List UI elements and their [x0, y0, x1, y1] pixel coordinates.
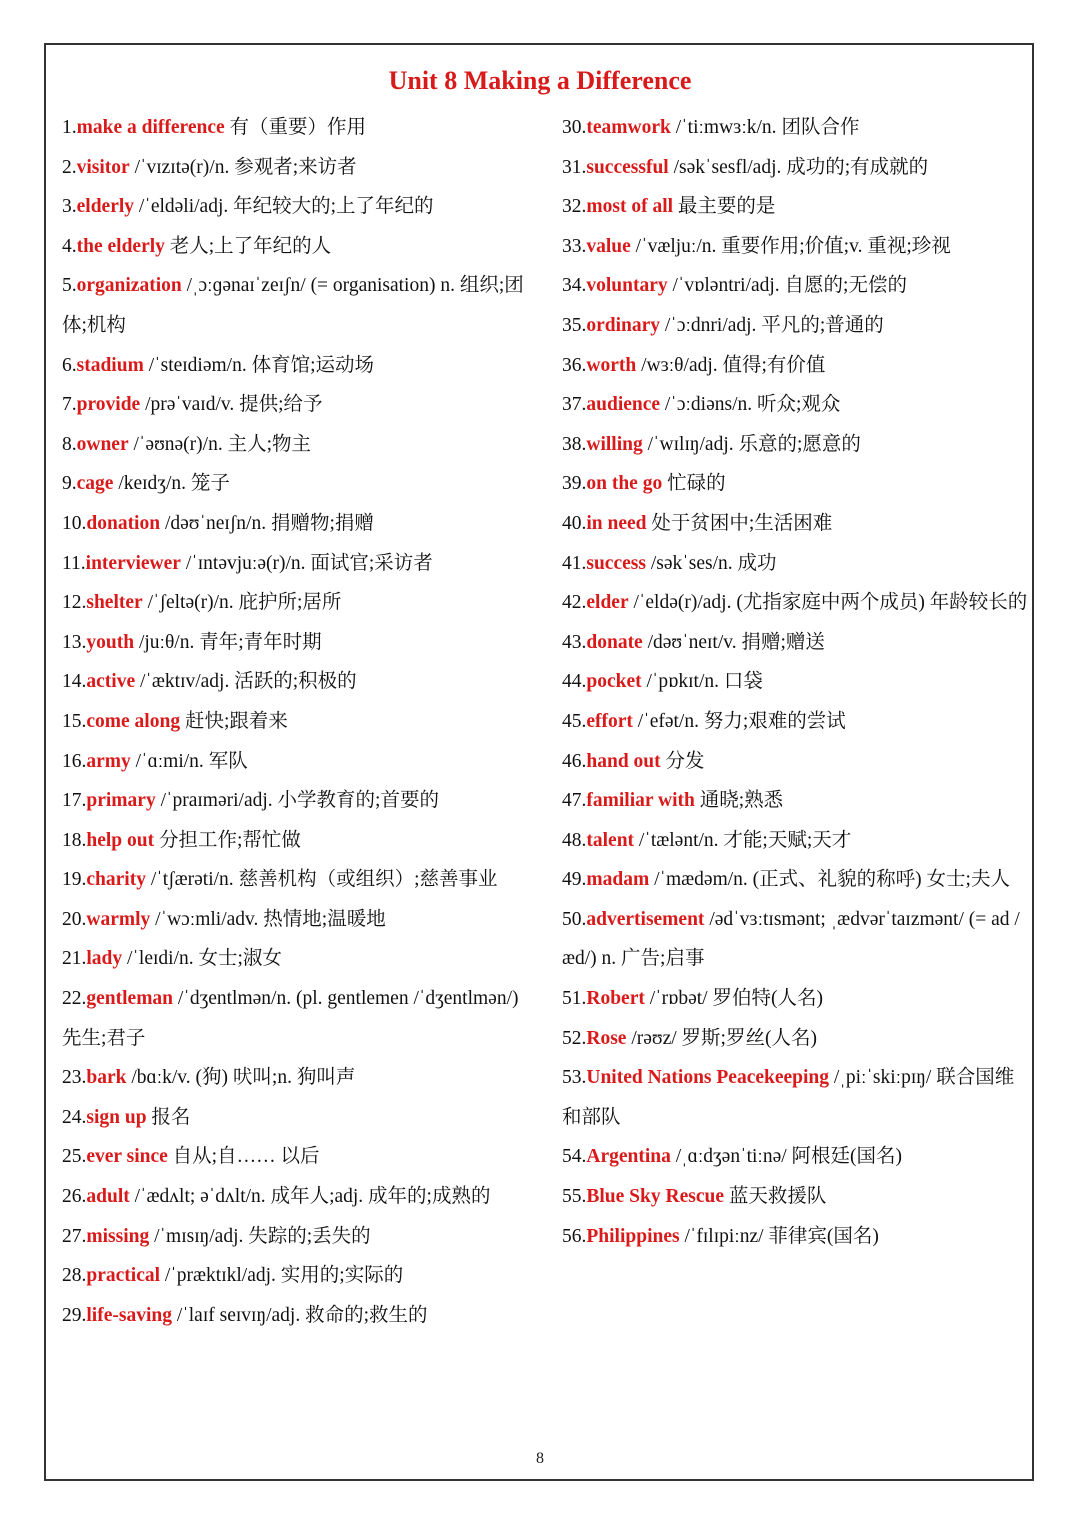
entry-pronunciation: /ˈmɪsɪŋ/adj.	[149, 1225, 249, 1247]
entry-word: owner	[76, 433, 129, 455]
entry-meaning: 面试官;采访者	[310, 552, 433, 574]
right-column	[562, 108, 1032, 1256]
vocab-entry	[562, 702, 1032, 742]
entry-number: 29.	[62, 1304, 87, 1326]
entry-word: most of all	[586, 196, 674, 218]
entry-number: 55.	[562, 1186, 587, 1208]
entry-meaning: 菲律宾(国名)	[768, 1225, 879, 1247]
entry-number: 12.	[62, 592, 87, 614]
entry-pronunciation: /ˌɔːɡənaɪˈzeɪʃn/ (= organisation) n.	[181, 275, 460, 297]
entry-word: ever since	[86, 1146, 168, 1168]
entry-word: active	[86, 671, 136, 693]
vocab-entry	[62, 1058, 527, 1098]
entry-meaning: 组织;团体;机构	[62, 275, 524, 336]
entry-word: make a difference	[76, 117, 225, 138]
entry-meaning: 才能;天赋;天才	[723, 829, 852, 851]
entry-meaning: 值得;有价值	[722, 354, 826, 376]
entry-pronunciation: /ˈeldəli/adj.	[134, 196, 234, 218]
entry-meaning: 成功	[737, 552, 777, 574]
entry-word: advertisement	[586, 908, 705, 930]
entry-number: 33.	[562, 235, 587, 257]
entry-meaning: 通晓;熟悉	[699, 790, 784, 812]
entry-meaning: 庇护所;居所	[238, 592, 342, 614]
entry-meaning: 重要作用;价值;v. 重视;珍视	[721, 235, 951, 257]
vocab-entry	[562, 781, 1032, 821]
vocab-entry	[562, 504, 1032, 544]
vocab-entry	[62, 425, 527, 465]
entry-pronunciation: /prəˈvaɪd/v.	[140, 394, 240, 416]
entry-word: familiar with	[586, 790, 695, 812]
entry-word: life-saving	[86, 1304, 172, 1326]
entry-meaning: 老人;上了年纪的人	[169, 235, 332, 257]
entry-pronunciation: /wɜːθ/adj.	[636, 354, 723, 376]
entry-number: 50.	[562, 908, 587, 930]
entry-word: interviewer	[85, 552, 181, 574]
entry-pronunciation: /ˈrɒbət/	[644, 988, 713, 1010]
entry-meaning: 分担工作;帮忙做	[158, 829, 301, 851]
vocab-entry	[62, 544, 527, 584]
entry-number: 8.	[62, 433, 77, 455]
vocab-entry	[562, 1019, 1032, 1059]
vocab-entry	[62, 227, 527, 267]
entry-word: effort	[586, 710, 633, 732]
entry-pronunciation: /ˈeldə(r)/adj.	[628, 592, 737, 614]
entry-pronunciation: /səkˈsesfl/adj.	[668, 156, 787, 178]
vocab-entry	[62, 1137, 527, 1177]
entry-number: 32.	[562, 196, 587, 218]
entry-number: 44.	[562, 671, 587, 693]
entry-number: 30.	[562, 117, 587, 138]
entry-meaning: 提供;给予	[239, 394, 323, 416]
vocab-entry	[62, 1217, 527, 1257]
entry-word: madam	[586, 869, 650, 891]
entry-number: 4.	[62, 235, 77, 257]
entry-meaning: 忙碌的	[667, 473, 726, 495]
entry-pronunciation: /ˈəʊnə(r)/n.	[128, 433, 228, 455]
vocab-entry	[562, 1177, 1032, 1217]
entry-word: Robert	[586, 988, 645, 1010]
entry-meaning: (正式、礼貌的称呼) 女士;夫人	[752, 869, 1010, 891]
vocab-entry	[562, 346, 1032, 386]
vocab-entry	[562, 544, 1032, 584]
entry-number: 38.	[562, 433, 587, 455]
vocab-entry	[62, 939, 527, 979]
entry-number: 41.	[562, 552, 587, 574]
entry-number: 13.	[62, 631, 87, 653]
entry-meaning: 自愿的;无偿的	[784, 275, 907, 297]
entry-word: army	[86, 750, 131, 772]
entry-word: donation	[86, 512, 161, 534]
entry-meaning: 平凡的;普通的	[761, 314, 884, 336]
entry-meaning: 联合国维和部队	[562, 1067, 1015, 1128]
vocab-entry	[62, 781, 527, 821]
entry-word: willing	[586, 433, 643, 455]
entry-meaning: 口袋	[723, 671, 763, 693]
entry-number: 17.	[62, 790, 87, 812]
entry-pronunciation: /ˈwɪlɪŋ/adj.	[642, 433, 739, 455]
left-column	[62, 108, 527, 1335]
entry-meaning: 年纪较大的;上了年纪的	[233, 196, 434, 218]
entry-number: 28.	[62, 1265, 87, 1287]
entry-word: sign up	[86, 1106, 147, 1128]
entry-number: 31.	[562, 156, 587, 178]
vocab-entry	[562, 148, 1032, 188]
entry-word: elder	[586, 592, 629, 614]
vocab-entry	[562, 425, 1032, 465]
vocab-entry	[562, 108, 1032, 148]
entry-number: 37.	[562, 394, 587, 416]
entry-word: audience	[586, 394, 661, 416]
entry-word: on the go	[586, 473, 663, 495]
entry-pronunciation: /rəʊz/	[626, 1027, 682, 1049]
entry-word: shelter	[86, 592, 143, 614]
entry-meaning: 蓝天救援队	[728, 1186, 827, 1208]
entry-meaning: 小学教育的;首要的	[277, 790, 439, 812]
entry-pronunciation: /ˈvɒləntri/adj.	[667, 275, 785, 297]
entry-meaning: 阿根廷(国名)	[791, 1146, 903, 1168]
entry-pronunciation: /ˈwɔːmli/adv.	[150, 908, 264, 930]
entry-meaning: 广告;启事	[621, 948, 705, 970]
entry-word: bark	[86, 1067, 127, 1089]
entry-meaning: 成功的;有成就的	[786, 156, 929, 178]
entry-pronunciation: /ˈefət/n.	[632, 710, 704, 732]
vocab-entry	[562, 821, 1032, 861]
vocab-entry	[62, 1098, 527, 1138]
entry-number: 22.	[62, 988, 87, 1010]
entry-pronunciation: /ˈʃeltə(r)/n.	[142, 592, 239, 614]
entry-number: 3.	[62, 196, 77, 218]
entry-word: voluntary	[586, 275, 668, 297]
entry-pronunciation: /ˈpræktɪkl/adj.	[160, 1265, 281, 1287]
entry-number: 51.	[562, 988, 587, 1010]
entry-meaning: 听众;观众	[757, 394, 841, 416]
entry-pronunciation: /ˈtʃærəti/n.	[145, 869, 239, 891]
entry-word: stadium	[76, 354, 144, 376]
entry-meaning: 活跃的;积极的	[234, 671, 357, 693]
entry-number: 14.	[62, 671, 87, 693]
entry-word: organization	[76, 275, 182, 297]
entry-word: come along	[86, 710, 181, 732]
entry-meaning: 捐赠物;捐赠	[270, 512, 374, 534]
entry-word: ordinary	[586, 314, 661, 336]
entry-meaning: 报名	[151, 1106, 191, 1128]
entry-number: 16.	[62, 750, 87, 772]
entry-meaning: 参观者;来访者	[234, 156, 357, 178]
entry-word: elderly	[76, 196, 135, 218]
entry-meaning: 最主要的是	[677, 196, 776, 218]
entry-pronunciation: /ˈɑːmi/n.	[130, 750, 209, 772]
vocab-entry	[62, 1256, 527, 1296]
entry-meaning: 努力;艰难的尝试	[703, 710, 846, 732]
vocab-entry	[62, 742, 527, 782]
vocab-entry	[62, 583, 527, 623]
entry-meaning: 赶快;跟着来	[184, 710, 288, 732]
entry-word: successful	[586, 156, 669, 178]
entry-meaning: 救命的;救生的	[305, 1304, 428, 1326]
entry-word: teamwork	[586, 117, 671, 138]
entry-number: 53.	[562, 1067, 587, 1089]
entry-meaning: 捐赠;赠送	[741, 631, 825, 653]
entry-meaning: 女士;淑女	[198, 948, 282, 970]
entry-pronunciation: /juːθ/n.	[134, 631, 200, 653]
entry-word: warmly	[86, 908, 151, 930]
page-title: Unit 8 Making a Difference	[388, 66, 692, 95]
vocab-entry	[62, 266, 527, 345]
vocab-entry	[562, 1137, 1032, 1177]
entry-number: 1.	[62, 117, 77, 138]
entry-word: United Nations Peacekeeping	[586, 1067, 830, 1089]
entry-word: talent	[586, 829, 635, 851]
entry-number: 36.	[562, 354, 587, 376]
entry-number: 21.	[62, 948, 87, 970]
vocab-entry	[62, 148, 527, 188]
vocab-entry	[62, 821, 527, 861]
entry-word: Argentina	[586, 1146, 671, 1168]
entry-word: pocket	[586, 671, 642, 693]
entry-word: lady	[86, 948, 123, 970]
entry-meaning: (尤指家庭中两个成员) 年龄较长的	[736, 592, 1028, 614]
entry-meaning: 青年;青年时期	[199, 631, 322, 653]
entry-meaning: 有（重要）作用	[229, 117, 367, 138]
entry-meaning: 实用的;实际的	[280, 1265, 404, 1287]
entry-number: 6.	[62, 354, 77, 376]
entry-number: 15.	[62, 710, 87, 732]
entry-number: 20.	[62, 908, 87, 930]
entry-number: 34.	[562, 275, 587, 297]
entry-word: worth	[586, 354, 637, 376]
entry-meaning: 罗伯特(人名)	[712, 988, 823, 1010]
vocab-entry	[62, 979, 527, 1058]
entry-number: 11.	[62, 552, 86, 574]
entry-word: youth	[86, 631, 135, 653]
entry-word: Blue Sky Rescue	[586, 1186, 724, 1208]
entry-number: 52.	[562, 1027, 587, 1049]
vocab-entry	[562, 742, 1032, 782]
entry-word: adult	[86, 1186, 130, 1208]
entry-pronunciation: /dəʊˈneɪt/v.	[642, 631, 742, 653]
entry-number: 24.	[62, 1106, 87, 1128]
entry-number: 56.	[562, 1225, 587, 1247]
entry-pronunciation: /ˈædʌlt; əˈdʌlt/n.	[129, 1186, 271, 1208]
vocab-entry	[562, 385, 1032, 425]
vocab-entry	[562, 583, 1032, 623]
entry-number: 49.	[562, 869, 587, 891]
entry-number: 27.	[62, 1225, 87, 1247]
entry-number: 54.	[562, 1146, 587, 1168]
entry-pronunciation: /bɑːk/v. (狗)	[126, 1067, 233, 1089]
vocab-entry	[562, 979, 1032, 1019]
entry-pronunciation: /ˈpɒkɪt/n.	[641, 671, 724, 693]
entry-meaning: 军队	[208, 750, 248, 772]
vocab-entry	[62, 1296, 527, 1336]
entry-pronunciation: /ˈtælənt/n.	[634, 829, 724, 851]
entry-pronunciation: /səkˈses/n.	[645, 552, 738, 574]
entry-meaning: 罗斯;罗丝(人名)	[681, 1027, 817, 1049]
entry-meaning: 分发	[665, 750, 705, 772]
entry-word: missing	[86, 1225, 150, 1247]
vocab-entry	[562, 623, 1032, 663]
vocab-entry	[562, 266, 1032, 306]
entry-pronunciation: /ˌɑːdʒənˈtiːnə/	[670, 1146, 792, 1168]
entry-meaning: 吠叫;n. 狗叫声	[232, 1067, 356, 1089]
entry-number: 45.	[562, 710, 587, 732]
vocab-entry	[62, 108, 527, 148]
page-number: 8	[536, 1450, 544, 1467]
entry-pronunciation: /ˈleɪdi/n.	[122, 948, 199, 970]
entry-pronunciation: /ˈæktɪv/adj.	[135, 671, 235, 693]
vocab-entry	[62, 385, 527, 425]
entry-pronunciation: /ˈfɪlɪpiːnz/	[679, 1225, 769, 1247]
entry-number: 23.	[62, 1067, 87, 1089]
entry-number: 39.	[562, 473, 587, 495]
entry-word: cage	[76, 473, 114, 495]
vocab-entry	[62, 662, 527, 702]
entry-pronunciation: /ˈpraɪməri/adj.	[155, 790, 278, 812]
entry-number: 43.	[562, 631, 587, 653]
entry-word: success	[586, 552, 646, 574]
entry-pronunciation: /ˈvæljuː/n.	[630, 235, 722, 257]
entry-meaning: 先生;君子	[62, 1027, 146, 1049]
entry-meaning: 笼子	[190, 473, 230, 495]
entry-meaning: 主人;物主	[227, 433, 311, 455]
entry-word: value	[586, 235, 631, 257]
entry-number: 48.	[562, 829, 587, 851]
entry-pronunciation: /dəʊˈneɪʃn/n.	[160, 512, 271, 534]
vocab-entry	[562, 464, 1032, 504]
vocab-entry	[562, 1058, 1032, 1137]
entry-meaning: 处于贫困中;生活困难	[651, 512, 833, 534]
entry-pronunciation: /ˈmædəm/n.	[649, 869, 753, 891]
vocab-entry	[562, 662, 1032, 702]
entry-number: 9.	[62, 473, 77, 495]
entry-number: 2.	[62, 156, 77, 178]
entry-word: practical	[86, 1265, 161, 1287]
vocab-entry	[562, 227, 1032, 267]
vocab-entry	[562, 187, 1032, 227]
entry-meaning: 乐意的;愿意的	[738, 433, 861, 455]
entry-number: 40.	[562, 512, 587, 534]
entry-number: 5.	[62, 275, 77, 297]
entry-number: 18.	[62, 829, 87, 851]
entry-word: donate	[586, 631, 643, 653]
entry-meaning: 失踪的;丢失的	[248, 1225, 371, 1247]
entry-pronunciation: /ˈɔːdiəns/n.	[660, 394, 757, 416]
entry-word: visitor	[76, 156, 130, 178]
vocab-entry	[62, 187, 527, 227]
vocab-entry	[562, 900, 1032, 979]
entry-meaning: 团队合作	[781, 117, 860, 138]
entry-word: in need	[586, 512, 647, 534]
entry-number: 26.	[62, 1186, 87, 1208]
entry-pronunciation: /ˌpiːˈskiːpɪŋ/	[829, 1067, 937, 1089]
entry-word: the elderly	[76, 235, 165, 257]
entry-word: help out	[86, 829, 155, 851]
vocab-entry	[62, 860, 527, 900]
entry-meaning: 自从;自…… 以后	[172, 1146, 320, 1168]
entry-word: gentleman	[86, 988, 174, 1010]
vocab-entry	[62, 900, 527, 940]
vocab-entry	[562, 860, 1032, 900]
entry-word: Philippines	[586, 1225, 680, 1247]
entry-number: 19.	[62, 869, 87, 891]
vocab-entry	[62, 702, 527, 742]
entry-number: 7.	[62, 394, 77, 416]
vocab-entry	[62, 346, 527, 386]
vocab-entry	[62, 504, 527, 544]
entry-pronunciation: /ˈvɪzɪtə(r)/n.	[129, 156, 235, 178]
entry-word: provide	[76, 394, 141, 416]
entry-number: 47.	[562, 790, 587, 812]
entry-word: hand out	[586, 750, 661, 772]
entry-pronunciation: /ˈlaɪf seɪvɪŋ/adj.	[171, 1304, 306, 1326]
entry-meaning: 体育馆;运动场	[251, 354, 375, 376]
entry-pronunciation: /ˈtiːmwɜːk/n.	[670, 117, 782, 138]
vocab-entry	[62, 623, 527, 663]
entry-word: charity	[86, 869, 146, 891]
entry-number: 42.	[562, 592, 587, 614]
entry-pronunciation: /keɪdʒ/n.	[113, 473, 191, 495]
vocab-entry	[62, 1177, 527, 1217]
vocab-entry	[562, 1217, 1032, 1257]
vocab-entry	[62, 464, 527, 504]
entry-meaning: 成年人;adj. 成年的;成熟的	[270, 1186, 491, 1208]
entry-meaning: 热情地;温暖地	[263, 908, 386, 930]
entry-number: 25.	[62, 1146, 87, 1168]
entry-word: primary	[86, 790, 156, 812]
vocab-entry	[562, 306, 1032, 346]
entry-number: 46.	[562, 750, 587, 772]
entry-number: 10.	[62, 512, 87, 534]
entry-meaning: 慈善机构（或组织）;慈善事业	[238, 869, 498, 891]
entry-pronunciation: /ədˈvɜːtɪsmənt; ˌædvərˈtaɪzmənt/ (= ad /æd/) n.	[562, 908, 1020, 970]
entry-pronunciation: /ˈdʒentlmən/n. (pl. gentlemen /ˈdʒentlmən/)	[173, 988, 519, 1010]
entry-pronunciation: /ˈɪntəvjuːə(r)/n.	[180, 552, 311, 574]
entry-number: 35.	[562, 314, 587, 336]
entry-pronunciation: /ˈsteɪdiəm/n.	[143, 354, 252, 376]
entry-word: Rose	[586, 1027, 627, 1049]
entry-pronunciation: /ˈɔːdnri/adj.	[660, 314, 762, 336]
